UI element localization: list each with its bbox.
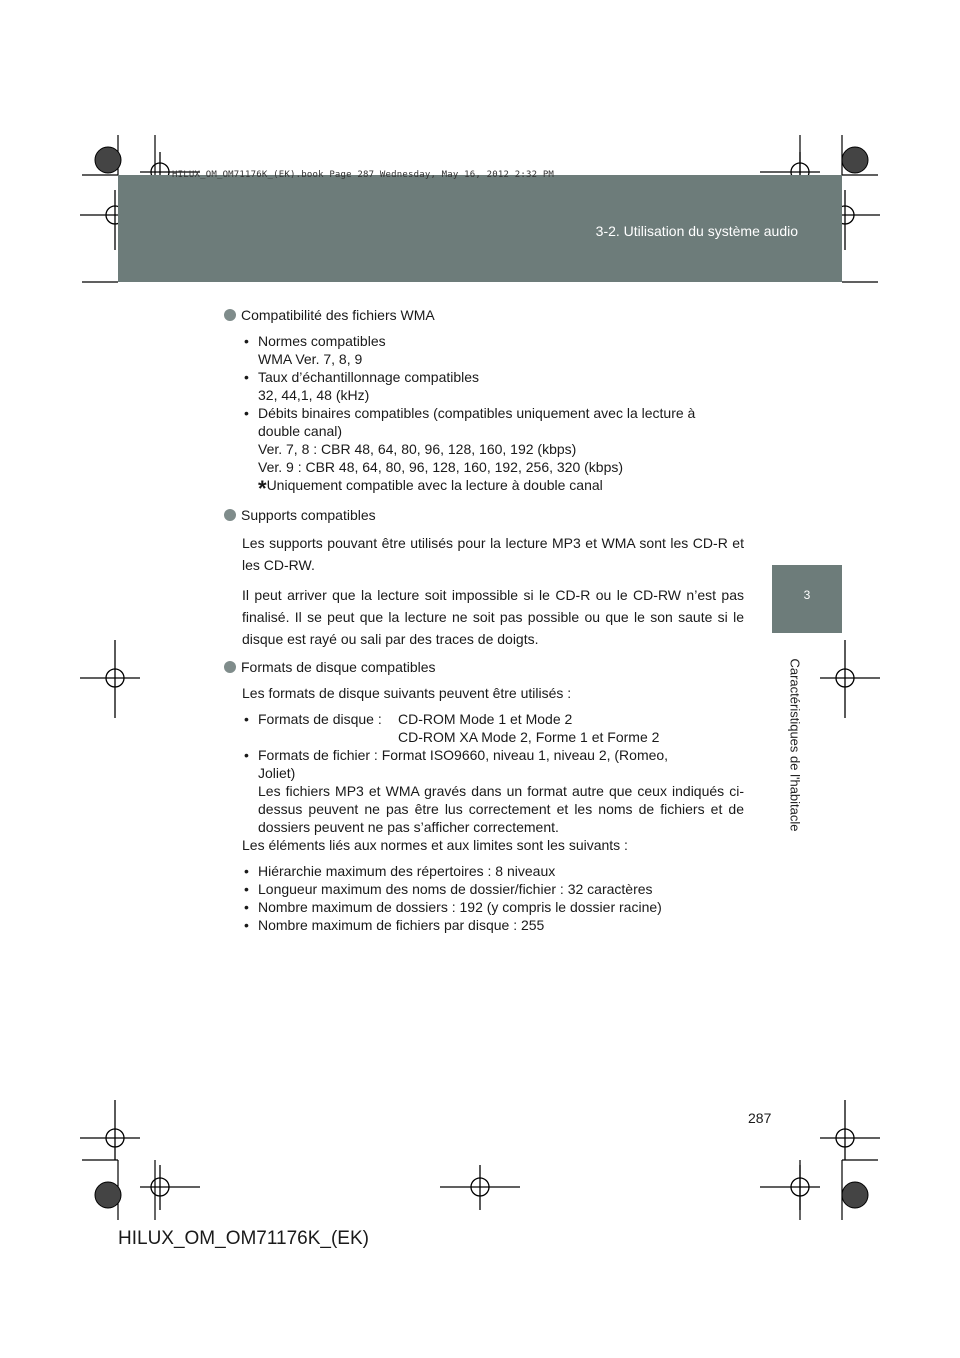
print-book-line: HILUX_OM_OM71176K_(EK).book Page 287 Wednesday, May 16, 2012 2:32 PM (172, 170, 555, 180)
paragraph: Il peut arriver que la lecture soit impossible si le CD-R ou le CD-RW n’est pas finalisé. Il se peut que la lecture ne soit pas possible ou que le son saute si le disque est rayé ou sali par des traces de doigts. (242, 587, 744, 647)
chapter-tab-number: 3 (772, 565, 842, 633)
paragraph: Les éléments liés aux normes et aux limites sont les suivants : (242, 837, 628, 853)
list-item: • Nombre maximum de fichiers par disque : 255 (242, 916, 744, 934)
asterisk-icon: * (258, 476, 267, 501)
list-item: • Normes compatibles (242, 332, 744, 350)
footnote (242, 476, 744, 501)
list-item-detail: double canal) (258, 423, 343, 439)
disc-format-row (242, 710, 744, 728)
list-item: • Longueur maximum des noms de dossier/fichier : 32 caractères (242, 880, 744, 898)
footnote-text: Uniquement compatible avec la lecture à double canal (266, 477, 603, 493)
formats-heading (224, 658, 744, 676)
main-content (224, 306, 744, 934)
disc-format-label: • Formats de disque : (242, 710, 398, 728)
list-item: • Nombre maximum de dossiers : 192 (y compris le dossier racine) (242, 898, 744, 916)
supports-heading (224, 506, 744, 524)
list-item-detail: WMA Ver. 7, 8, 9 (258, 351, 363, 367)
section-header-band (118, 175, 842, 282)
disc-format-value: CD-ROM Mode 1 et Mode 2 (398, 711, 573, 727)
bullet-dot-icon (224, 509, 236, 521)
formats-title: Formats de disque compatibles (241, 659, 436, 675)
list-item-detail: 32, 44,1, 48 (kHz) (258, 387, 370, 403)
disc-format-value: CD-ROM XA Mode 2, Forme 1 et Forme 2 (398, 729, 660, 745)
wma-heading (224, 306, 744, 324)
section-title: 3-2. Utilisation du système audio (595, 223, 798, 239)
list-item: • Formats de fichier : Format ISO9660, niveau 1, niveau 2, (Romeo, (242, 746, 744, 764)
list-item-detail: Joliet) (258, 765, 296, 781)
footer-code: HILUX_OM_OM71176K_(EK) (118, 1228, 369, 1249)
chapter-tab-label (785, 645, 805, 845)
bullet-dot-icon (224, 309, 236, 321)
list-item-detail: Ver. 9 : CBR 48, 64, 80, 96, 128, 160, 192, 256, 320 (kbps) (258, 459, 624, 475)
paragraph: Les formats de disque suivants peuvent être utilisés : (242, 685, 572, 701)
disc-format-row (242, 728, 744, 746)
list-item-detail: Les fichiers MP3 et WMA gravés dans un format autre que ceux indiqués ci-dessus peuvent ne pas être lus correctement et les noms de fichiers et de dossiers peuvent ne pas s’afficher correctement. (258, 783, 744, 835)
list-item: • Taux d’échantillonnage compatibles (242, 368, 744, 386)
list-item: • Débits binaires compatibles (compatibles uniquement avec la lecture à (242, 404, 744, 422)
list-item-detail: Ver. 7, 8 : CBR 48, 64, 80, 96, 128, 160, 192 (kbps) (258, 441, 577, 457)
wma-title: Compatibilité des fichiers WMA (241, 307, 435, 323)
page-number: 287 (748, 1110, 772, 1126)
chapter-label-text: Caractéristiques de l'habitacle (787, 658, 803, 832)
paragraph: Les supports pouvant être utilisés pour la lecture MP3 et WMA sont les CD-R et les CD-RW. (242, 535, 744, 573)
bullet-dot-icon (224, 661, 236, 673)
list-item: • Hiérarchie maximum des répertoires : 8 niveaux (242, 862, 744, 880)
supports-title: Supports compatibles (241, 507, 376, 523)
